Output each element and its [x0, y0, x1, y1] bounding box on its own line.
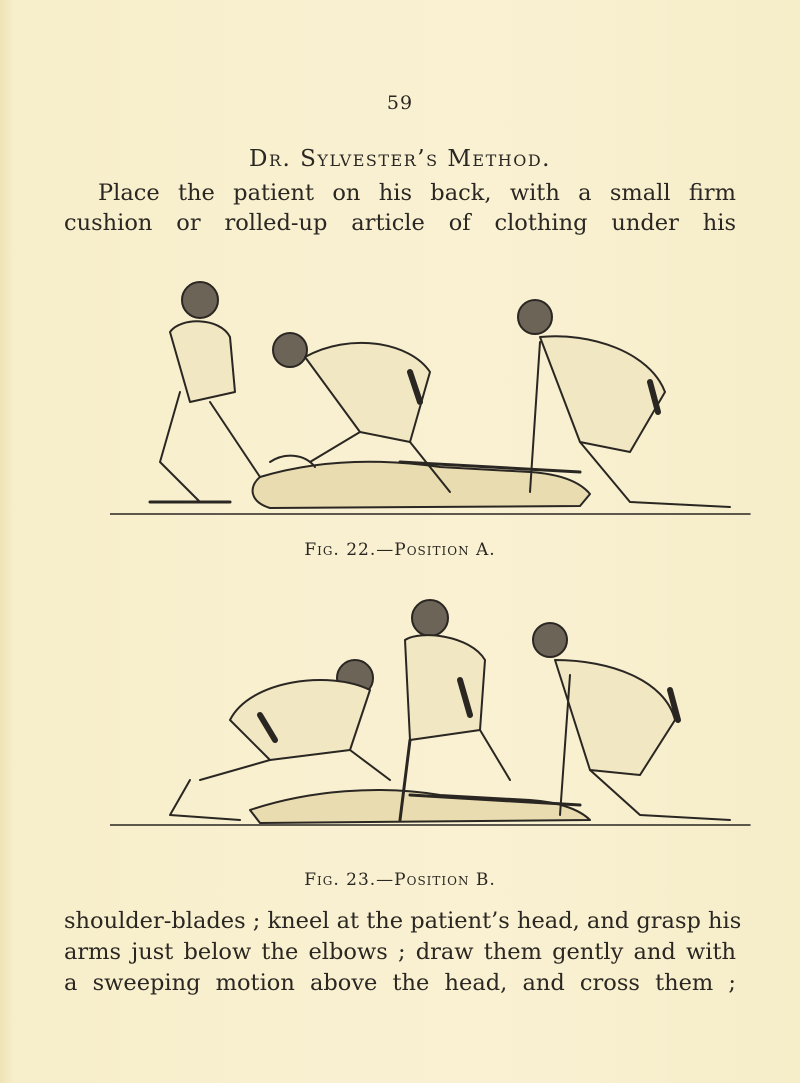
intro-line-2: cushion or rolled-up article of clothing under his [64, 210, 736, 236]
body-line-3: a sweeping motion above the head, and cross them ; [64, 970, 736, 996]
body-line-1: shoulder-blades ; kneel at the patient’s head, and grasp his [64, 908, 742, 934]
intro-line-1: Place the patient on his back, with a small firm [98, 180, 736, 206]
page-number: 59 [386, 92, 414, 114]
body-line-2: arms just below the elbows ; draw them gently and with [64, 939, 736, 965]
figure-22-illustration [110, 262, 755, 527]
section-heading: Dr. Sylvester’s Method. [249, 146, 551, 172]
figure-23-caption: Fig. 23.—Position B. [304, 870, 496, 890]
figure-22-caption: Fig. 22.—Position A. [304, 540, 496, 560]
figure-23-illustration [110, 580, 755, 845]
